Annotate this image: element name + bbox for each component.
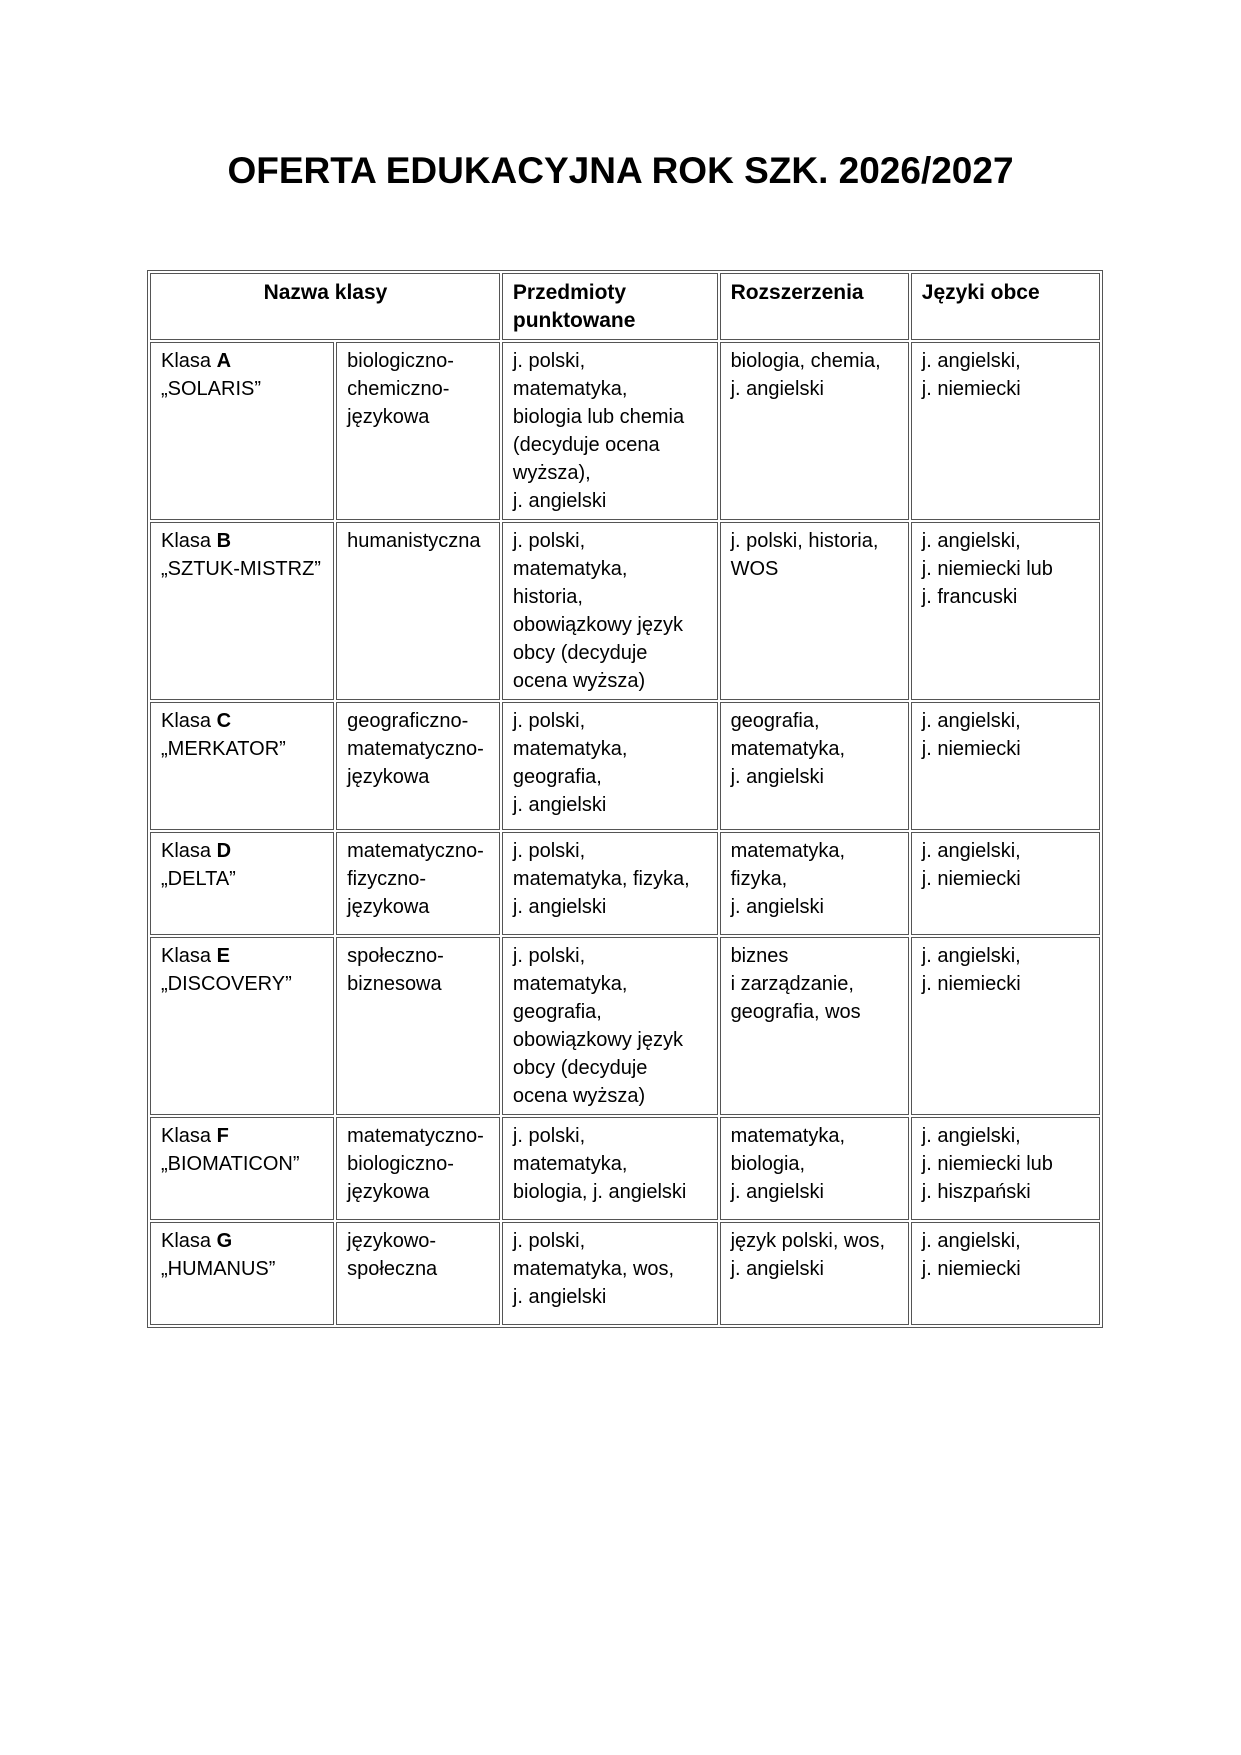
class-letter: D: [216, 840, 232, 862]
class-letter: E: [216, 945, 230, 967]
class-nickname: „SOLARIS”: [161, 378, 262, 400]
class-name-cell: [150, 522, 334, 700]
header-scored-subjects: Przedmioty punktowane: [502, 273, 718, 340]
languages-cell: j. angielski, j. niemiecki: [911, 702, 1100, 830]
class-label: Klasa: [161, 1125, 217, 1147]
scored-subjects-cell: j. polski, matematyka, geografia, obowiązkowy język obcy (decyduje ocena wyższa): [502, 937, 718, 1115]
table-row: [150, 832, 1100, 935]
class-label: Klasa: [161, 350, 217, 372]
header-extensions: Rozszerzenia: [720, 273, 909, 340]
table-row: [150, 1117, 1100, 1220]
scored-subjects-cell: j. polski, matematyka, biologia lub chemia (decyduje ocena wyższa), j. angielski: [502, 342, 718, 520]
table-header-row: [150, 273, 1100, 340]
class-label: Klasa: [161, 945, 217, 967]
class-profile-cell: językowo- społeczna: [336, 1222, 500, 1325]
class-nickname: „SZTUK-MISTRZ”: [161, 558, 321, 580]
header-foreign-languages: Języki obce: [911, 273, 1100, 340]
extensions-cell: geografia, matematyka, j. angielski: [720, 702, 909, 830]
class-label: Klasa: [161, 710, 217, 732]
class-nickname: „BIOMATICON”: [161, 1153, 300, 1175]
scored-subjects-cell: j. polski, matematyka, wos, j. angielski: [502, 1222, 718, 1325]
table-row: [150, 937, 1100, 1115]
class-name-cell: [150, 832, 334, 935]
class-nickname: „HUMANUS”: [161, 1258, 276, 1280]
languages-cell: j. angielski, j. niemiecki: [911, 832, 1100, 935]
languages-cell: j. angielski, j. niemiecki lub j. hiszpański: [911, 1117, 1100, 1220]
class-name-cell: [150, 342, 334, 520]
table-row: [150, 1222, 1100, 1325]
class-profile-cell: matematyczno- fizyczno- językowa: [336, 832, 500, 935]
class-nickname: „DELTA”: [161, 868, 236, 890]
class-letter: B: [216, 530, 232, 552]
header-class-name: Nazwa klasy: [150, 273, 500, 340]
class-profile-cell: biologiczno- chemiczno- językowa: [336, 342, 500, 520]
table-body: [150, 342, 1100, 1325]
scored-subjects-cell: j. polski, matematyka, fizyka, j. angielski: [502, 832, 718, 935]
class-profile-cell: społeczno- biznesowa: [336, 937, 500, 1115]
extensions-cell: matematyka, biologia, j. angielski: [720, 1117, 909, 1220]
scored-subjects-cell: j. polski, matematyka, biologia, j. angielski: [502, 1117, 718, 1220]
class-label: Klasa: [161, 840, 217, 862]
class-profile-cell: matematyczno- biologiczno- językowa: [336, 1117, 500, 1220]
table-row: [150, 522, 1100, 700]
class-name-cell: [150, 1222, 334, 1325]
extensions-cell: matematyka, fizyka, j. angielski: [720, 832, 909, 935]
class-letter: C: [216, 710, 232, 732]
education-offer-table: [147, 270, 1103, 1328]
class-nickname: „MERKATOR”: [161, 738, 286, 760]
class-label: Klasa: [161, 1230, 217, 1252]
scored-subjects-cell: j. polski, matematyka, geografia, j. angielski: [502, 702, 718, 830]
class-name-cell: [150, 1117, 334, 1220]
class-nickname: „DISCOVERY”: [161, 973, 292, 995]
class-letter: F: [216, 1125, 229, 1147]
table-row: [150, 342, 1100, 520]
extensions-cell: język polski, wos, j. angielski: [720, 1222, 909, 1325]
languages-cell: j. angielski, j. niemiecki: [911, 342, 1100, 520]
scored-subjects-cell: j. polski, matematyka, historia, obowiązkowy język obcy (decyduje ocena wyższa): [502, 522, 718, 700]
languages-cell: j. angielski, j. niemiecki: [911, 937, 1100, 1115]
table-row: [150, 702, 1100, 830]
extensions-cell: j. polski, historia, WOS: [720, 522, 909, 700]
languages-cell: j. angielski, j. niemiecki: [911, 1222, 1100, 1325]
class-letter: A: [216, 350, 232, 372]
class-letter: G: [216, 1230, 233, 1252]
class-name-cell: [150, 702, 334, 830]
class-profile-cell: geograficzno- matematyczno- językowa: [336, 702, 500, 830]
class-profile-cell: humanistyczna: [336, 522, 500, 700]
extensions-cell: biologia, chemia, j. angielski: [720, 342, 909, 520]
extensions-cell: biznes i zarządzanie, geografia, wos: [720, 937, 909, 1115]
class-name-cell: [150, 937, 334, 1115]
page-title: OFERTA EDUKACYJNA ROK SZK. 2026/2027: [227, 150, 1014, 191]
languages-cell: j. angielski, j. niemiecki lub j. francuski: [911, 522, 1100, 700]
class-label: Klasa: [161, 530, 217, 552]
